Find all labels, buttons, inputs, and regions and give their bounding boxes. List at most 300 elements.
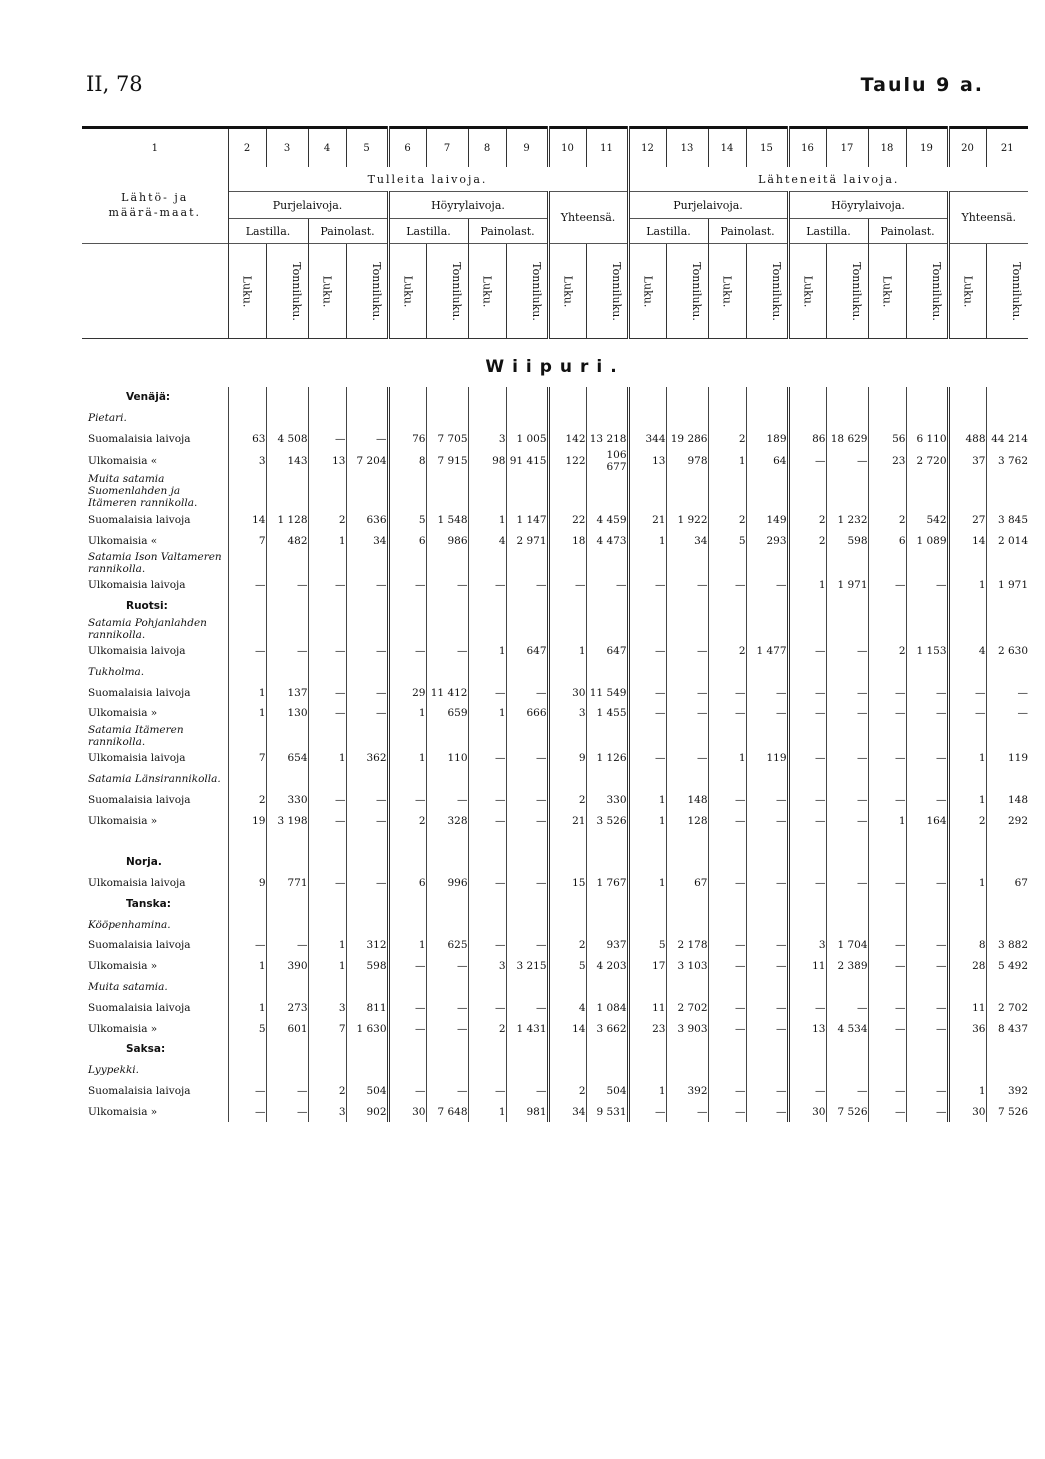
table-cell: 1 [948, 1081, 986, 1102]
table-cell: — [628, 682, 666, 703]
table-cell [746, 551, 788, 575]
table-cell [788, 724, 826, 748]
table-cell [948, 852, 986, 873]
table-cell: 2 630 [986, 641, 1028, 662]
departed-total-header: Yhteensä. [948, 192, 1028, 244]
table-cell: 19 [228, 810, 266, 831]
table-cell: 1 089 [906, 530, 948, 551]
table-cell [468, 551, 506, 575]
table-cell [346, 852, 388, 873]
table-cell: 598 [826, 530, 868, 551]
table-cell: 1 [228, 703, 266, 724]
table-cell [906, 661, 948, 682]
table-cell [426, 661, 468, 682]
table-cell [666, 617, 708, 641]
table-cell [266, 977, 308, 998]
table-cell [708, 387, 746, 408]
tonnage-header: Tonniluku. [929, 261, 943, 321]
table-cell [228, 617, 266, 641]
table-cell [826, 1039, 868, 1060]
table-cell [666, 1039, 708, 1060]
table-cell: 3 662 [586, 1018, 628, 1039]
table-cell [468, 387, 506, 408]
table-cell [468, 408, 506, 429]
table-cell [986, 473, 1028, 509]
table-cell: — [426, 641, 468, 662]
table-cell: 34 [666, 530, 708, 551]
table-cell: — [788, 789, 826, 810]
table-cell: — [746, 956, 788, 977]
table-cell [746, 596, 788, 617]
table-cell: — [746, 1018, 788, 1039]
table-cell [266, 893, 308, 914]
table-cell: 3 [308, 997, 346, 1018]
arrived-total-header: Yhteensä. [548, 192, 628, 244]
table-cell [906, 724, 948, 748]
table-cell [628, 831, 666, 852]
table-cell: 7 526 [826, 1101, 868, 1122]
table-cell: 330 [586, 789, 628, 810]
table-cell [708, 661, 746, 682]
table-cell [628, 387, 666, 408]
table-cell [308, 852, 346, 873]
table-cell [986, 387, 1028, 408]
table-cell [548, 551, 586, 575]
row-label: Satamia Itämeren rannikolla. [88, 723, 184, 748]
count-header: Luku. [640, 275, 654, 307]
table-cell [746, 977, 788, 998]
row-label: Suomalaisia laivoja [88, 686, 191, 699]
table-cell [548, 408, 586, 429]
row-label: Ulkomaisia » [88, 1105, 158, 1118]
table-cell: — [506, 810, 548, 831]
table-cell [426, 852, 468, 873]
table-cell [468, 661, 506, 682]
count-header: Luku. [800, 275, 814, 307]
table-cell: — [948, 682, 986, 703]
column-number: 19 [906, 128, 948, 168]
table-cell: — [826, 703, 868, 724]
arrived-steam-ballast: Painolast. [468, 219, 548, 244]
table-cell [746, 831, 788, 852]
table-cell [826, 893, 868, 914]
tonnage-header: Tonniluku. [609, 261, 623, 321]
table-row [82, 724, 1028, 748]
column-number: 1 [82, 128, 228, 168]
table-cell: — [746, 682, 788, 703]
table-cell [746, 387, 788, 408]
table-cell: — [868, 748, 906, 769]
table-cell: — [388, 956, 426, 977]
table-cell [388, 473, 426, 509]
table-cell [948, 1060, 986, 1081]
row-label: Ulkomaisia laivoja [88, 752, 186, 765]
table-cell [426, 1039, 468, 1060]
table-cell [948, 387, 986, 408]
table-cell: 1 [868, 810, 906, 831]
table-cell [346, 724, 388, 748]
tonnage-header: Tonniluku. [849, 261, 863, 321]
table-cell: — [746, 810, 788, 831]
column-number: 20 [948, 128, 986, 168]
table-cell [346, 596, 388, 617]
table-cell [266, 852, 308, 873]
table-cell: 23 [868, 449, 906, 473]
table-cell: 15 [548, 873, 586, 894]
departed-steam-loaded: Lastilla. [788, 219, 868, 244]
page-number: II, 78 [86, 72, 143, 96]
table-cell [308, 596, 346, 617]
table-cell [308, 661, 346, 682]
table-cell: — [308, 789, 346, 810]
table-cell [548, 977, 586, 998]
table-cell [506, 1039, 548, 1060]
table-cell [948, 617, 986, 641]
table-cell [266, 596, 308, 617]
table-cell: 1 [788, 575, 826, 596]
table-cell [346, 408, 388, 429]
table-cell: — [906, 997, 948, 1018]
table-cell: — [468, 1081, 506, 1102]
table-cell [228, 893, 266, 914]
table-cell: — [346, 873, 388, 894]
table-cell [826, 852, 868, 873]
table-cell [388, 1039, 426, 1060]
table-cell [468, 473, 506, 509]
table-cell [308, 1060, 346, 1081]
table-cell [506, 408, 548, 429]
table-cell [388, 387, 426, 408]
table-cell [906, 852, 948, 873]
row-label: Saksa: [126, 1043, 166, 1056]
row-label: Venäjä: [126, 391, 171, 404]
table-cell [628, 977, 666, 998]
departed-header: Lähteneitä laivoja. [628, 167, 1028, 192]
table-cell: 2 [708, 429, 746, 450]
table-cell [948, 914, 986, 935]
table-cell [906, 893, 948, 914]
table-row [82, 703, 1028, 724]
table-cell [986, 769, 1028, 790]
table-cell: 30 [948, 1101, 986, 1122]
table-label: Taulu 9 a. [860, 74, 984, 96]
table-cell: — [266, 1081, 308, 1102]
table-cell: 128 [666, 810, 708, 831]
table-cell: — [868, 935, 906, 956]
table-cell [708, 852, 746, 873]
table-cell: — [228, 575, 266, 596]
table-cell: 2 [788, 530, 826, 551]
table-row [82, 661, 1028, 682]
table-cell [746, 893, 788, 914]
table-cell [388, 408, 426, 429]
table-cell: — [266, 641, 308, 662]
table-cell: 1 [948, 789, 986, 810]
table-cell [548, 914, 586, 935]
table-cell: 330 [266, 789, 308, 810]
table-cell: — [388, 1018, 426, 1039]
table-cell [708, 1060, 746, 1081]
arrived-sail-header: Purjelaivoja. [228, 192, 388, 219]
table-cell: 1 [708, 449, 746, 473]
table-cell [586, 551, 628, 575]
table-cell: — [346, 575, 388, 596]
table-cell [628, 408, 666, 429]
table-cell: — [468, 873, 506, 894]
table-cell: 1 [948, 873, 986, 894]
count-header: Luku. [320, 275, 334, 307]
arrived-header: Tulleita laivoja. [228, 167, 628, 192]
count-header: Luku. [480, 275, 494, 307]
table-cell: — [906, 935, 948, 956]
table-cell: 5 [228, 1018, 266, 1039]
table-cell: — [746, 997, 788, 1018]
table-cell: 1 232 [826, 509, 868, 530]
table-cell: — [868, 703, 906, 724]
table-cell [986, 893, 1028, 914]
table-cell [228, 1060, 266, 1081]
arrived-steam-header: Höyrylaivoja. [388, 192, 548, 219]
table-cell: — [346, 429, 388, 450]
table-cell [788, 617, 826, 641]
table-cell [506, 769, 548, 790]
table-cell: — [746, 1081, 788, 1102]
table-cell [266, 551, 308, 575]
table-cell: 1 [308, 956, 346, 977]
table-cell [986, 914, 1028, 935]
table-cell [586, 893, 628, 914]
row-label: Ruotsi: [126, 600, 168, 613]
table-cell [426, 473, 468, 509]
row-label: Kööpenhamina. [88, 918, 171, 931]
tonnage-header: Tonniluku. [529, 261, 543, 321]
table-cell [308, 408, 346, 429]
table-cell: — [388, 1081, 426, 1102]
table-cell [708, 893, 746, 914]
table-cell: 601 [266, 1018, 308, 1039]
table-cell [266, 473, 308, 509]
table-cell: — [788, 449, 826, 473]
arrived-steam-loaded: Lastilla. [388, 219, 468, 244]
table-cell: 1 084 [586, 997, 628, 1018]
table-cell: 3 [228, 449, 266, 473]
table-cell: — [586, 575, 628, 596]
table-cell: — [426, 789, 468, 810]
table-cell [308, 551, 346, 575]
table-cell: 636 [346, 509, 388, 530]
table-cell [948, 473, 986, 509]
table-row [82, 387, 1028, 408]
table-cell [586, 724, 628, 748]
table-cell: 7 705 [426, 429, 468, 450]
table-cell: — [426, 956, 468, 977]
table-cell: — [708, 935, 746, 956]
table-cell: — [666, 703, 708, 724]
table-cell [346, 977, 388, 998]
table-row [82, 893, 1028, 914]
count-header: Luku. [400, 275, 414, 307]
departed-steam-ballast: Painolast. [868, 219, 948, 244]
table-cell: 1 005 [506, 429, 548, 450]
table-cell [228, 1039, 266, 1060]
table-cell: 504 [346, 1081, 388, 1102]
table-cell [788, 893, 826, 914]
table-cell [788, 1039, 826, 1060]
table-cell: — [788, 748, 826, 769]
table-cell [628, 852, 666, 873]
column-number: 16 [788, 128, 826, 168]
table-cell [666, 387, 708, 408]
table-cell: 164 [906, 810, 948, 831]
table-cell: — [388, 997, 426, 1018]
table-cell: — [266, 575, 308, 596]
table-cell [868, 596, 906, 617]
table-cell [666, 893, 708, 914]
table-cell: 981 [506, 1101, 548, 1122]
table-cell: 6 110 [906, 429, 948, 450]
table-cell: 13 218 [586, 429, 628, 450]
table-cell: 17 [628, 956, 666, 977]
table-cell [948, 408, 986, 429]
table-cell: 504 [586, 1081, 628, 1102]
table-cell: 1 [628, 1081, 666, 1102]
table-cell [228, 914, 266, 935]
table-cell [666, 724, 708, 748]
table-cell [388, 977, 426, 998]
table-cell: 5 [388, 509, 426, 530]
table-cell: 2 [228, 789, 266, 810]
table-cell [986, 551, 1028, 575]
table-cell: — [826, 748, 868, 769]
table-cell [426, 1060, 468, 1081]
table-cell: 666 [506, 703, 548, 724]
row-label: Ulkomaisia « [88, 455, 158, 468]
table-cell [228, 408, 266, 429]
table-cell: — [788, 810, 826, 831]
table-row [82, 575, 1028, 596]
table-cell: 143 [266, 449, 308, 473]
table-cell [788, 914, 826, 935]
table-cell [506, 914, 548, 935]
table-cell: 1 [948, 748, 986, 769]
table-cell [708, 1039, 746, 1060]
table-cell [868, 387, 906, 408]
table-cell: — [346, 641, 388, 662]
row-label [82, 831, 228, 852]
table-cell: — [788, 703, 826, 724]
table-cell: 2 [868, 641, 906, 662]
city-title: Wiipuri. [485, 357, 625, 377]
table-cell [228, 769, 266, 790]
table-cell [826, 596, 868, 617]
table-cell: — [708, 810, 746, 831]
table-cell [628, 1039, 666, 1060]
table-cell [666, 831, 708, 852]
table-cell: 3 903 [666, 1018, 708, 1039]
table-cell: — [826, 873, 868, 894]
column-number: 9 [506, 128, 548, 168]
row-label: Suomalaisia laivoja [88, 1084, 191, 1097]
departed-sail-ballast: Painolast. [708, 219, 788, 244]
table-cell [948, 769, 986, 790]
table-cell [426, 831, 468, 852]
table-cell [426, 769, 468, 790]
table-cell [266, 661, 308, 682]
table-cell [948, 977, 986, 998]
table-cell [388, 852, 426, 873]
table-row [82, 914, 1028, 935]
table-cell: — [506, 575, 548, 596]
table-cell: — [906, 682, 948, 703]
table-cell [426, 724, 468, 748]
table-cell: 1 [468, 703, 506, 724]
table-cell [986, 852, 1028, 873]
table-cell [228, 852, 266, 873]
row-label: Ulkomaisia « [88, 534, 158, 547]
table-cell: 542 [906, 509, 948, 530]
table-cell [228, 977, 266, 998]
table-cell [266, 1060, 308, 1081]
table-cell: 119 [986, 748, 1028, 769]
departed-sail-header: Purjelaivoja. [628, 192, 788, 219]
tonnage-header: Tonniluku. [769, 261, 783, 321]
table-cell: 1 [628, 873, 666, 894]
table-cell [986, 661, 1028, 682]
table-cell: — [666, 1101, 708, 1122]
table-cell: 149 [746, 509, 788, 530]
table-cell: — [906, 1081, 948, 1102]
table-cell: 1 [388, 703, 426, 724]
table-cell: 1 [308, 748, 346, 769]
table-row [82, 831, 1028, 852]
table-cell: 4 459 [586, 509, 628, 530]
table-cell [468, 769, 506, 790]
table-cell [868, 977, 906, 998]
table-cell [906, 769, 948, 790]
table-header [82, 128, 1028, 339]
table-cell [468, 724, 506, 748]
table-cell: — [388, 641, 426, 662]
table-cell: — [506, 997, 548, 1018]
table-cell: — [468, 748, 506, 769]
table-cell [826, 914, 868, 935]
table-cell [388, 551, 426, 575]
table-cell [708, 551, 746, 575]
table-cell: — [746, 873, 788, 894]
table-cell: 937 [586, 935, 628, 956]
table-cell: — [868, 997, 906, 1018]
table-cell [788, 596, 826, 617]
table-row [82, 429, 1028, 450]
column-number: 13 [666, 128, 708, 168]
table-cell: 34 [346, 530, 388, 551]
table-cell: 30 [388, 1101, 426, 1122]
table-cell: 29 [388, 682, 426, 703]
statistics-table [82, 126, 1028, 1122]
table-cell: — [708, 789, 746, 810]
table-cell: — [788, 873, 826, 894]
table-cell: — [906, 575, 948, 596]
table-cell: 2 [708, 641, 746, 662]
table-cell: 7 204 [346, 449, 388, 473]
table-cell [586, 914, 628, 935]
table-cell [586, 617, 628, 641]
table-cell: 1 971 [986, 575, 1028, 596]
table-cell [586, 769, 628, 790]
table-cell: 5 [708, 530, 746, 551]
table-cell [986, 617, 1028, 641]
table-cell: — [468, 575, 506, 596]
